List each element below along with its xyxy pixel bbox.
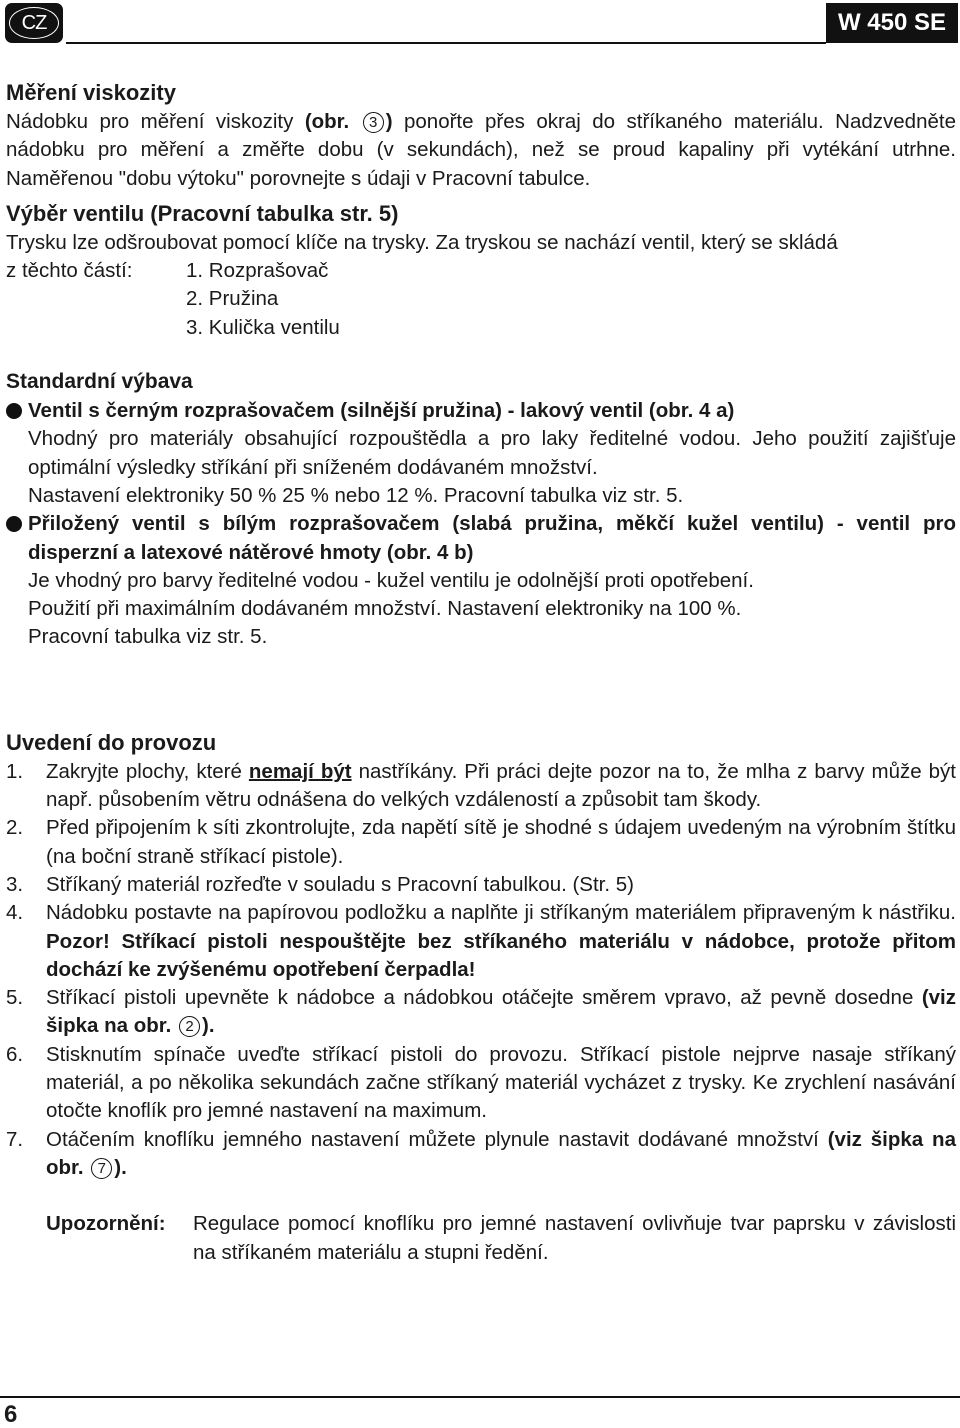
item2-line: Pracovní tabulka viz str. 5. (28, 625, 268, 649)
standard-item-1 (6, 397, 956, 425)
item1-setting: Nastavení elektroniky 50 % 25 % nebo 12 %. Pracovní tabulka viz str. 5. (28, 483, 684, 507)
viscosity-section (6, 78, 956, 193)
item1-body: Vhodný pro materiály obsahující rozpouštědla a pro laky ředitelné vodou. Jeho použití zajišťuje optimální výsledky stříkání při sníženém dodávaném množství. (28, 427, 956, 479)
figure-7-ref: 7 (91, 1158, 112, 1179)
viscosity-text: Nádobku pro měření viskozity (obr. 3 ) ponořte přes okraj do stříkaného materiálu. Nadzvedněte nádobku pro měření a změřte dobu (v sekundách), než se proud kapaliny při vytékání utrhne. Naměřenou "dobu výtoku" porovnejte s údaji v Pracovní tabulce. (6, 110, 956, 190)
language-badge (5, 3, 63, 43)
note-text: Regulace pomocí knoflíku pro jemné nastavení ovlivňuje tvar paprsku v závislosti na stříkaném materiálu a stupni ředění. (193, 1212, 956, 1264)
footer-rule (0, 1396, 960, 1398)
list-item: 4. Nádobku postavte na papírovou podložku a naplňte ji stříkaným materiálem připraveným k nástřiku. Pozor! Stříkací pistoli nespouštějte bez stříkaného materiálu v nádobce, protože přitom dochází ke zvýšenému opotřebení čerpadla! (6, 901, 956, 981)
valve-text: Trysku lze odšroubovat pomocí klíče na trysky. Za tryskou se nachází ventil, který se skládá (6, 230, 838, 254)
operation-heading: Uvedení do provozu (6, 729, 217, 755)
item2-title: Přiložený ventil s bílým rozprašovačem (slabá pružina, měkčí kužel ventilu) - ventil pro disperzní a latexové nátěrové hmoty (obr. 4 b) (28, 512, 956, 564)
steps-list (6, 758, 956, 1182)
list-item: 3. Stříkaný materiál rozřeďte v souladu s Pracovní tabulkou. (Str. 5) (6, 872, 634, 896)
valve-parts (6, 257, 956, 342)
list-item: 2. Před připojením k síti zkontrolujte, zda napětí sítě je shodné s údajem uvedeným na výrobním štítku (na boční straně stříkací pistole). (6, 816, 956, 868)
list-item: 7. Otáčením knoflíku jemného nastavení můžete plynule nastavit dodávané množství (viz šipka na obr. 7 ). (6, 1127, 956, 1179)
item2-line: Použití při maximálním dodávaném množství. Nastavení elektroniky na 100 %. (28, 597, 742, 621)
item2-line: Je vhodný pro barvy ředitelné vodou - kužel ventilu je odolnější proti opotřebení. (28, 568, 754, 592)
page-content (6, 78, 956, 1267)
operation-section (6, 728, 956, 1267)
language-code: CZ (9, 7, 59, 39)
list-item: 5. Stříkací pistoli upevněte k nádobce a nádobkou otáčejte směrem vpravo, až pevně dosedne (viz šipka na obr. 2 ). (6, 986, 956, 1038)
page-number: 6 (4, 1401, 18, 1428)
standard-section (6, 367, 956, 652)
header-rule (66, 42, 826, 44)
parts-label: z těchto částí: (6, 259, 133, 283)
note (6, 1210, 956, 1267)
figure-3-ref: 3 (363, 112, 384, 133)
bullet-icon (6, 516, 22, 532)
figure-2-ref: 2 (179, 1016, 200, 1037)
item1-title: Ventil s černým rozprašovačem (silnější pružina) - lakový ventil (obr. 4 a) (28, 399, 735, 423)
standard-item-2 (6, 510, 956, 567)
note-label: Upozornění: (46, 1212, 166, 1236)
standard-heading: Standardní výbava (6, 370, 193, 394)
list-item: 6. Stisknutím spínače uveďte stříkací pistoli do provozu. Stříkací pistole nejprve nasaje stříkaný materiál, a po několika sekundách začne stříkaný materiál vycházet z trysky. Ke zrychlení nasávání otočte knoflík pro jemné nastavení na maximum. (6, 1042, 956, 1123)
viscosity-heading: Měření viskozity (6, 80, 176, 105)
valve-heading: Výběr ventilu (Pracovní tabulka str. 5) (6, 200, 399, 226)
bullet-icon (6, 403, 22, 419)
part-item: 2. Pružina (186, 287, 279, 311)
list-item: 1. Zakryjte plochy, které nemají být nastříkány. Při práci dejte pozor na to, že mlha z barvy může být např. působením větru odnášena do velkých vzdáleností a způsobit tam škody. (6, 759, 956, 812)
part-item: 1. Rozprašovač (186, 259, 329, 283)
model-label: W 450 SE (826, 3, 958, 43)
valve-section (6, 199, 956, 342)
part-item: 3. Kulička ventilu (186, 315, 340, 339)
